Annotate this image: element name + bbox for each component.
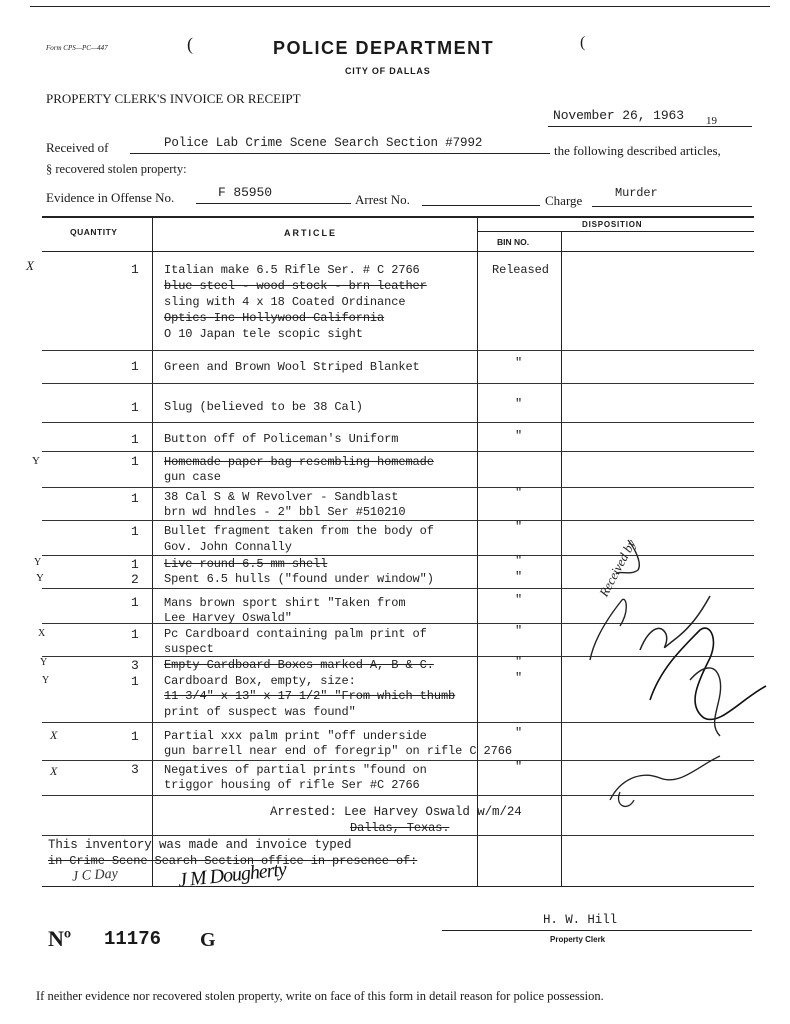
- clerk-signature-line: [442, 930, 752, 931]
- col-header-article: ARTICLE: [284, 228, 337, 238]
- row-bin: ": [515, 570, 523, 584]
- charge-label: Charge: [545, 193, 583, 208]
- row-quantity: 1: [131, 359, 139, 374]
- row-quantity: 1: [131, 432, 139, 447]
- row-article-line: Optics Inc Hollywood California: [164, 311, 385, 325]
- disposition-signature: Received by: [596, 536, 639, 600]
- city-label: CITY OF DALLAS: [345, 66, 431, 76]
- row-article-line: Cardboard Box, empty, size:: [164, 674, 356, 688]
- row-article-line: triggor housing of rifle Ser #C 2766: [164, 778, 420, 792]
- evidence-label: Evidence in Offense No.: [46, 190, 175, 205]
- check-mark: Y: [42, 675, 50, 686]
- table-bottom-border: [42, 886, 754, 887]
- row-quantity: 2: [131, 572, 139, 587]
- row-bin: ": [515, 554, 523, 568]
- row-article-line: Italian make 6.5 Rifle Ser. # C 2766: [164, 263, 420, 277]
- row-separator: [42, 350, 754, 351]
- evidence-underline: [196, 203, 351, 204]
- arrest-label: Arrest No.: [355, 192, 410, 207]
- check-mark: X: [50, 728, 58, 742]
- col-header-quantity: QUANTITY: [70, 227, 118, 237]
- row-article-line: Green and Brown Wool Striped Blanket: [164, 360, 420, 374]
- received-label: Received of: [46, 140, 109, 155]
- bracket-mark-left: (: [187, 34, 193, 54]
- check-mark: Y: [34, 557, 42, 568]
- row-bin: ": [515, 726, 523, 740]
- row-article-line: Spent 6.5 hulls ("found under window"): [164, 572, 434, 586]
- row-quantity: 1: [131, 454, 139, 469]
- row-article-line: Gov. John Connally: [164, 540, 292, 554]
- row-article-line: Lee Harvey Oswald": [164, 611, 292, 625]
- row-article-line: Mans brown sport shirt "Taken from: [164, 596, 406, 610]
- row-quantity: 1: [131, 627, 139, 642]
- page-title: POLICE DEPARTMENT: [273, 38, 495, 58]
- row-separator: [42, 383, 754, 384]
- row-quantity: 1: [131, 400, 139, 415]
- row-separator: [42, 422, 754, 423]
- bracket-mark-right: (: [580, 34, 586, 51]
- row-bin: ": [515, 655, 523, 669]
- row-article-line: gun barrell near end of foregrip" on rifle C 2766: [164, 744, 512, 758]
- check-mark: X: [26, 258, 34, 273]
- row-bin: ": [515, 397, 523, 411]
- row-quantity: 1: [131, 595, 139, 610]
- clerk-name: H. W. Hill: [543, 913, 618, 927]
- row-article-line: O 10 Japan tele scopic sight: [164, 327, 363, 341]
- received-underline: [130, 153, 550, 154]
- row-bin: ": [515, 624, 523, 638]
- form-serial-number: 11176: [104, 928, 162, 950]
- row-article-line: print of suspect was found": [164, 705, 356, 719]
- form-serial-suffix: G: [200, 929, 216, 951]
- date-underline: [548, 126, 752, 127]
- row-article-line: sling with 4 x 18 Coated Ordinance: [164, 295, 406, 309]
- row-article-line: brn wd hndles - 2" bbl Ser #510210: [164, 505, 406, 519]
- row-article-line: Negatives of partial prints "found on: [164, 763, 427, 777]
- row-separator: [42, 835, 754, 836]
- row-bin: Released: [492, 263, 549, 277]
- table-header-bottom: [42, 251, 754, 252]
- row-quantity: 1: [131, 491, 139, 506]
- row-article-line: Button off of Policeman's Uniform: [164, 432, 399, 446]
- receipt-subtitle: PROPERTY CLERK'S INVOICE OR RECEIPT: [46, 91, 301, 106]
- received-suffix: the following described articles,: [554, 143, 721, 158]
- row-quantity: 1: [131, 729, 139, 744]
- row-quantity: 1: [131, 557, 139, 572]
- clerk-title: Property Clerk: [550, 935, 606, 944]
- row-article-line: Partial xxx palm print "off underside: [164, 729, 427, 743]
- table-col-divider-1: [152, 216, 153, 886]
- row-bin: ": [515, 593, 523, 607]
- table-col-divider-3: [561, 231, 562, 886]
- row-bin: ": [515, 356, 523, 370]
- row-article-line: Pc Cardboard containing palm print of: [164, 627, 427, 641]
- row-bin: ": [515, 486, 523, 500]
- inventory-note: This inventory was made and invoice typed: [48, 838, 352, 852]
- row-article-line: Bullet fragment taken from the body of: [164, 524, 434, 538]
- charge-underline: [592, 206, 752, 207]
- row-article-line: suspect: [164, 642, 214, 656]
- arrest-underline: [422, 205, 540, 206]
- row-article-line: 38 Cal S & W Revolver - Sandblast: [164, 490, 399, 504]
- row-article-line: gun case: [164, 470, 221, 484]
- row-bin: ": [515, 671, 523, 685]
- form-number: Form CPS—PC—447: [46, 44, 108, 52]
- invoice-date: November 26, 1963: [553, 108, 684, 123]
- row-article-line: Empty Cardboard Boxes marked A, B & C.: [164, 658, 434, 672]
- row-article-line: Slug (believed to be 38 Cal): [164, 400, 363, 414]
- row-bin: ": [515, 429, 523, 443]
- row-quantity: 3: [131, 658, 139, 673]
- year-suffix: 19: [706, 115, 717, 127]
- charge-value: Murder: [615, 186, 658, 200]
- received-value: Police Lab Crime Scene Search Section #7992: [164, 136, 483, 150]
- row-article-line: blue steel - wood stock - brn leather: [164, 279, 427, 293]
- recovered-label: § recovered stolen property:: [46, 162, 187, 176]
- check-mark: Y: [32, 455, 40, 467]
- inventory-note-strike: in Crime Scene Search Section office in presence of:: [48, 854, 418, 868]
- row-quantity: 1: [131, 262, 139, 277]
- disposition-signature-scrawl: [570, 530, 770, 820]
- check-mark: X: [38, 628, 46, 639]
- row-article-line: 11 3/4" x 13" x 17 1/2" "From which thumb: [164, 689, 456, 703]
- row-bin: ": [515, 760, 523, 774]
- row-separator: [42, 520, 754, 521]
- disposition-subheader-line: [477, 231, 754, 232]
- evidence-value: F 85950: [218, 185, 272, 200]
- arrested-city: Dallas, Texas.: [350, 821, 450, 835]
- signature-dougherty: J M Dougherty: [177, 858, 287, 892]
- table-col-divider-2: [477, 216, 478, 886]
- row-separator: [42, 487, 754, 488]
- footer-notice: If neither evidence nor recovered stolen property, write on face of this form in detail reason for police possession.: [36, 989, 604, 1003]
- row-article-line: Homemade paper bag resembling homemade: [164, 455, 434, 469]
- col-header-disposition: DISPOSITION: [582, 220, 643, 229]
- row-quantity: 3: [131, 762, 139, 777]
- row-separator: [42, 451, 754, 452]
- arrested-line: Arrested: Lee Harvey Oswald w/m/24: [270, 805, 522, 819]
- check-mark: Y: [40, 657, 48, 668]
- check-mark: Y: [36, 572, 44, 584]
- row-quantity: 1: [131, 674, 139, 689]
- col-header-bin: BIN NO.: [497, 237, 530, 247]
- signature-day: J C Day: [71, 866, 119, 885]
- table-top-border: [42, 216, 754, 218]
- row-article-line: Live round 6.5 mm shell: [164, 557, 328, 571]
- top-edge-rule: [30, 6, 770, 7]
- form-number-symbol: Nº: [48, 926, 72, 951]
- check-mark: X: [50, 764, 58, 778]
- row-bin: ": [515, 520, 523, 534]
- row-quantity: 1: [131, 524, 139, 539]
